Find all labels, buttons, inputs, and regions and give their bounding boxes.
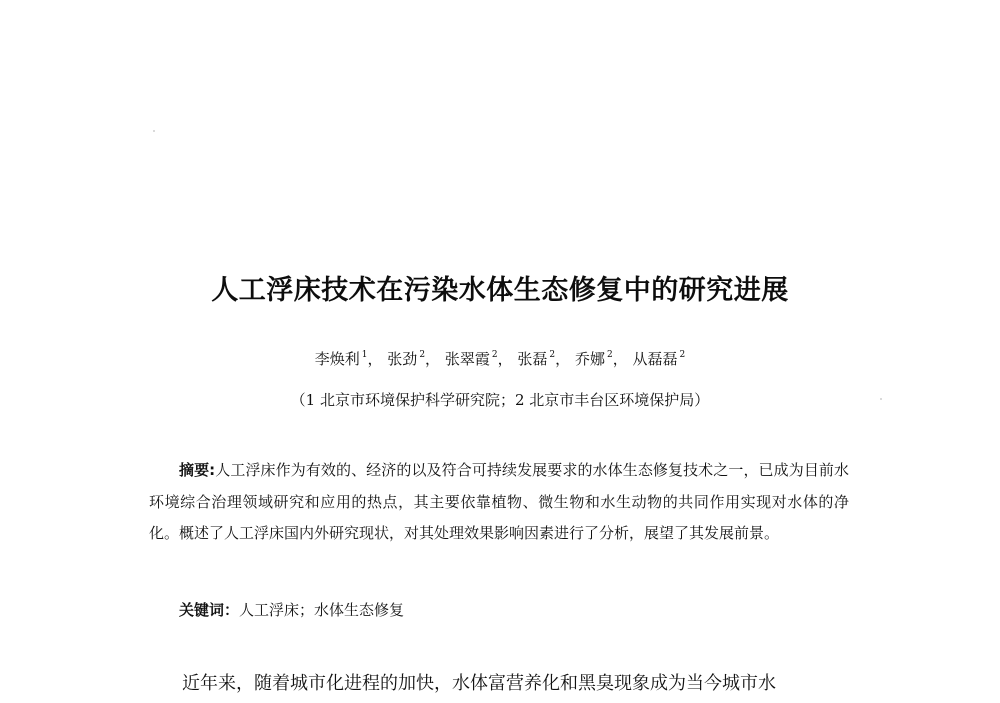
body-paragraph: 近年来，随着城市化进程的加快，水体富营养化和黑臭现象成为当今城市水 [182, 673, 776, 694]
author-list [0, 348, 1000, 369]
paper-title: 人工浮床技术在污染水体生态修复中的研究进展 [211, 275, 789, 306]
author-affiliation-mark: 2 [491, 350, 498, 360]
author-separator: ， [367, 350, 383, 368]
author-name: 张翠霞 [444, 350, 490, 368]
author-separator: ， [555, 350, 571, 368]
author [575, 350, 628, 368]
author [632, 350, 685, 368]
affiliation-line: （1 北京市环境保护科学研究院；2 北京市丰台区环境保护局） [290, 391, 710, 409]
scan-speck [153, 130, 155, 132]
abstract [149, 455, 849, 550]
author-name: 张磊 [517, 350, 548, 368]
author-name: 张劲 [387, 350, 418, 368]
author-separator: ， [425, 350, 441, 368]
author [387, 350, 440, 368]
author-affiliation-mark: 2 [419, 350, 426, 360]
author-name: 李焕利 [314, 350, 360, 368]
abstract-text: 人工浮床作为有效的、经济的以及符合可持续发展要求的水体生态修复技术之一，已成为目前水环境综合治理领域研究和应用的热点，其主要依靠植物、微生物和水生动物的共同作用实现对水体的净化。概述了人工浮床国内外研究现状，对其处理效果影响因素进行了分析，展望了其发展前景。 [149, 461, 849, 542]
keywords-text: 人工浮床；水体生态修复 [239, 601, 405, 619]
keywords [179, 599, 404, 620]
author-affiliation-mark: 2 [679, 350, 686, 360]
author-name: 乔娜 [574, 350, 605, 368]
abstract-label: 摘要: [179, 461, 216, 479]
keywords-label: 关键词： [179, 601, 240, 619]
author [517, 350, 570, 368]
author-affiliation-mark: 1 [361, 350, 368, 360]
author-separator: ， [612, 350, 628, 368]
author-affiliation-mark: 2 [606, 350, 613, 360]
author-affiliation-mark: 2 [549, 350, 556, 360]
author [445, 350, 513, 368]
author-separator: ， [497, 350, 513, 368]
author-name: 从磊磊 [632, 350, 678, 368]
author [315, 350, 383, 368]
